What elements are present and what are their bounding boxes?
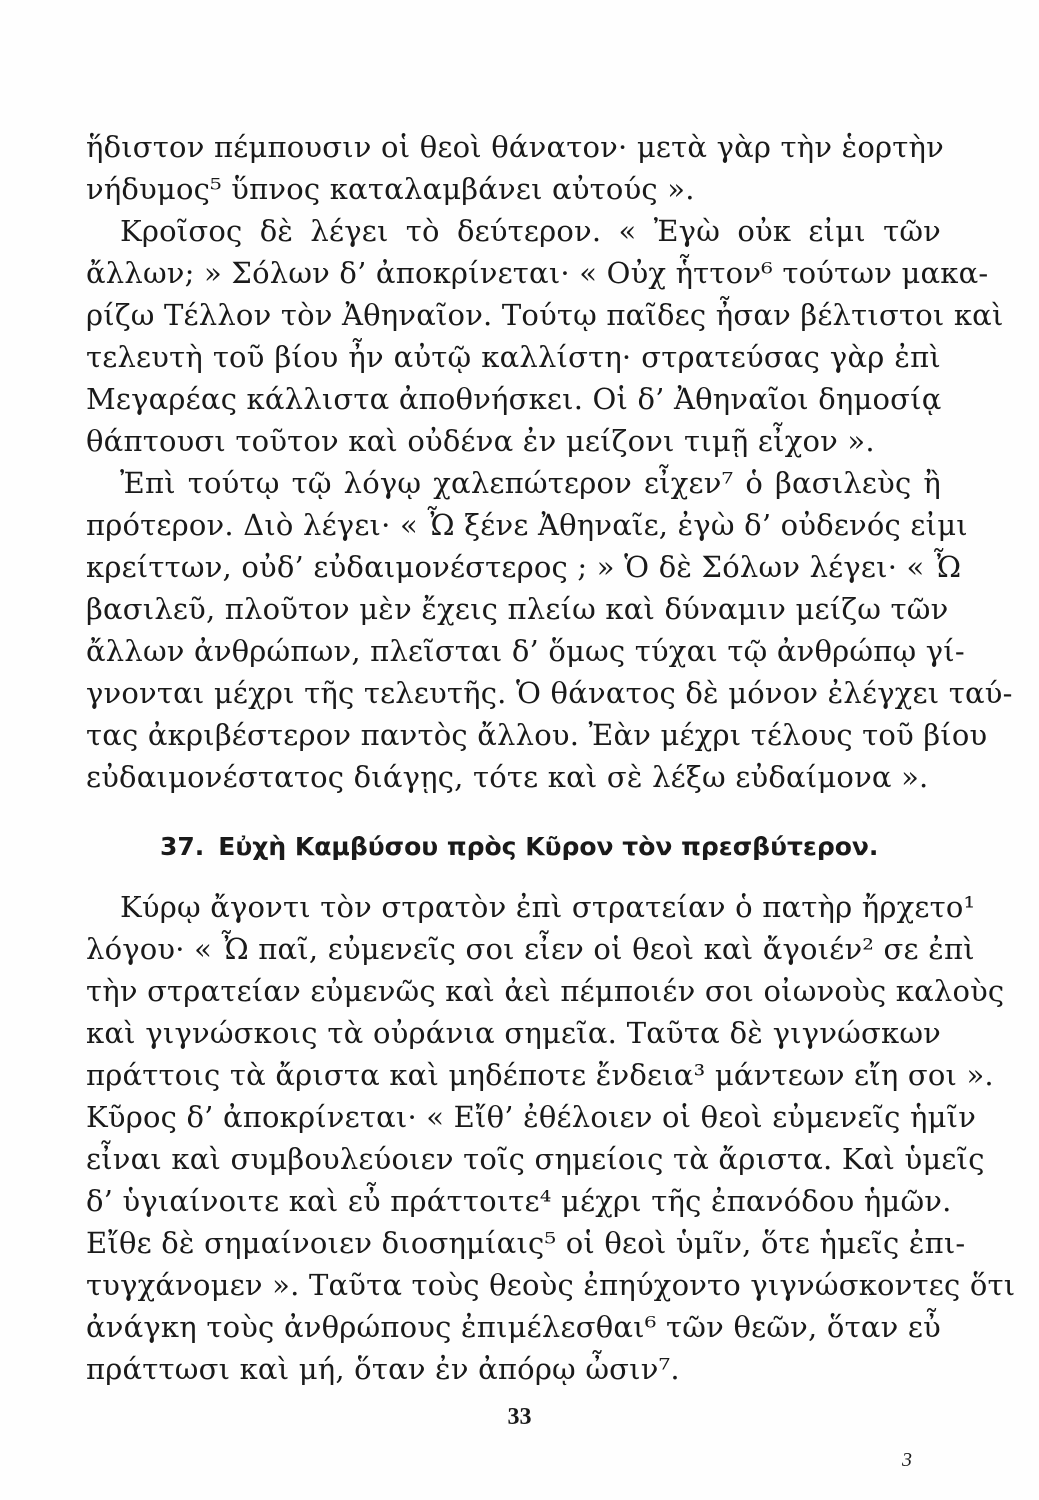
text-line: Κροῖσος δὲ λέγει τὸ δεύτερον. « Ἐγὼ οὐκ εἰμι τῶν (120, 214, 941, 248)
text-line: Εἴθε δὲ σημαίνοιεν διοσημίαις⁵ οἱ θεοὶ ὑμῖν, ὅτε ἡμεῖς ἐπι- (86, 1226, 966, 1260)
text-line: τας ἀκριβέστερον παντὸς ἄλλου. Ἐὰν μέχρι τέλους τοῦ βίου (86, 718, 988, 752)
text-line: Μεγαρέας κάλλιστα ἀποθνήσκει. Οἱ δ’ Ἀθηναῖοι δημοσίᾳ (86, 382, 942, 416)
text-line: τελευτὴ τοῦ βίου ἦν αὐτῷ καλλίστη· στρατεύσας γὰρ ἐπὶ (86, 340, 941, 374)
corner-mark: 3 (902, 1449, 912, 1471)
section-heading (160, 830, 879, 864)
text-line: γνονται μέχρι τῆς τελευτῆς. Ὁ θάνατος δὲ μόνον ἐλέγχει ταύ- (86, 676, 1013, 710)
text-line: ἀνάγκη τοὺς ἀνθρώπους ἐπιμέλεσθαι⁶ τῶν θεῶν, ὅταν εὖ (86, 1310, 941, 1344)
text-line: τὴν στρατείαν εὐμενῶς καὶ ἀεὶ πέμποιέν σοι οἰωνοὺς καλοὺς (86, 974, 1005, 1008)
text-line: Κύρῳ ἄγοντι τὸν στρατὸν ἐπὶ στρατείαν ὁ πατὴρ ἤρχετο¹ (120, 890, 976, 924)
text-line: βασιλεῦ, πλοῦτον μὲν ἔχεις πλείω καὶ δύναμιν μείζω τῶν (86, 592, 949, 626)
text-line: εὐδαιμονέστατος διάγῃς, τότε καὶ σὲ λέξω εὐδαίμονα ». (86, 760, 929, 794)
text-line: πρότερον. Διὸ λέγει· « Ὦ ξένε Ἀθηναῖε, ἐγὼ δ’ οὐδενός εἰμι (86, 508, 968, 542)
page-number: 33 (507, 1404, 532, 1430)
text-line: Κῦρος δ’ ἀποκρίνεται· « Εἴθ’ ἐθέλοιεν οἱ θεοὶ εὐμενεῖς ἡμῖν (86, 1100, 977, 1134)
text-line: καὶ γιγνώσκοις τὰ οὐράνια σημεῖα. Ταῦτα δὲ γιγνώσκων (86, 1016, 941, 1050)
text-line: εἶναι καὶ συμβουλεύοιεν τοῖς σημείοις τὰ ἄριστα. Καὶ ὑμεῖς (86, 1142, 985, 1176)
text-line: κρείττων, οὐδ’ εὐδαιμονέστερος ; » Ὁ δὲ Σόλων λέγει· « Ὦ (86, 550, 962, 584)
text-line: νήδυμος⁵ ὕπνος καταλαμβάνει αὐτούς ». (86, 172, 695, 206)
text-line: ρίζω Τέλλον τὸν Ἀθηναῖον. Τούτῳ παῖδες ἦσαν βέλτιστοι καὶ (86, 298, 1004, 332)
text-line: πράττωσι καὶ μή, ὅταν ἐν ἀπόρῳ ὦσιν⁷. (86, 1352, 680, 1386)
text-line: θάπτουσι τοῦτον καὶ οὐδένα ἐν μείζονι τιμῇ εἶχον ». (86, 424, 875, 458)
text-line: ἄλλων; » Σόλων δ’ ἀποκρίνεται· « Οὐχ ἧττον⁶ τούτων μακα- (86, 256, 989, 290)
text-line: Ἐπὶ τούτῳ τῷ λόγῳ χαλεπώτερον εἶχεν⁷ ὁ βασιλεὺς ἢ (120, 466, 941, 500)
text-line: λόγου· « Ὦ παῖ, εὐμενεῖς σοι εἶεν οἱ θεοὶ καὶ ἄγοιέν² σε ἐπὶ (86, 932, 975, 966)
text-line: πράττοις τὰ ἄριστα καὶ μηδέποτε ἔνδεια³ μάντεων εἴη σοι ». (86, 1058, 994, 1092)
text-line: ἥδιστον πέμπουσιν οἱ θεοὶ θάνατον· μετὰ γὰρ τὴν ἑορτὴν (86, 130, 944, 164)
section-title: Εὐχὴ Καμβύσου πρὸς Κῦρον τὸν πρεσβύτερον. (218, 832, 879, 861)
text-line: δ’ ὑγιαίνοιτε καὶ εὖ πράττοιτε⁴ μέχρι τῆς ἐπανόδου ἡμῶν. (86, 1184, 952, 1218)
text-line: τυγχάνομεν ». Ταῦτα τοὺς θεοὺς ἐπηύχοντο γιγνώσκοντες ὅτι (86, 1268, 1016, 1302)
text-line: ἄλλων ἀνθρώπων, πλεῖσται δ’ ὅμως τύχαι τῷ ἀνθρώπῳ γί- (86, 634, 965, 668)
section-number: 37. (160, 832, 205, 861)
